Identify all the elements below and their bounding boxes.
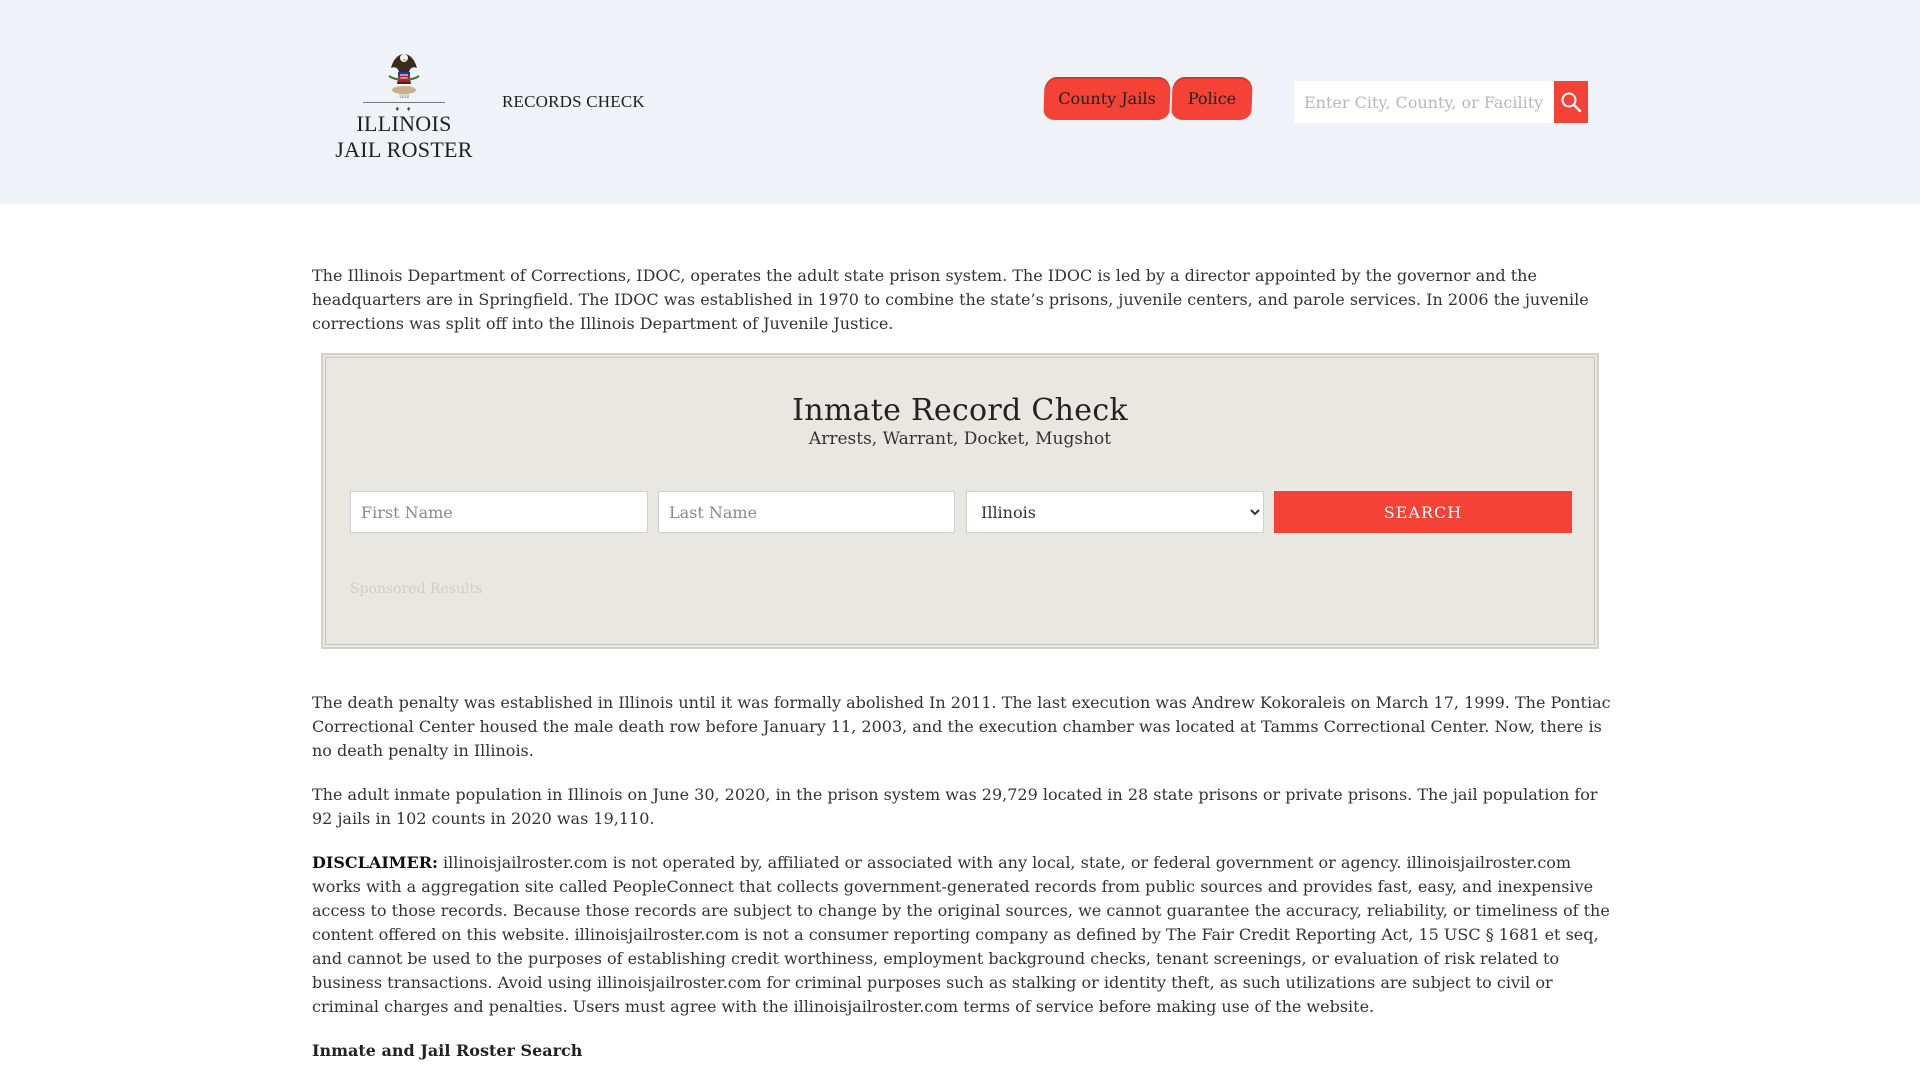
- logo-text-line2: JAIL ROSTER: [335, 137, 473, 162]
- logo-divider: ♦ ♦: [363, 102, 445, 109]
- roster-search-heading: Inmate and Jail Roster Search: [312, 1041, 583, 1060]
- last-name-input[interactable]: [658, 491, 955, 533]
- search-icon: [1560, 91, 1582, 113]
- state-select[interactable]: [966, 491, 1264, 533]
- svg-text:1818: 1818: [398, 94, 410, 99]
- intro-paragraph: The Illinois Department of Corrections, IDOC, operates the adult state prison system. The IDOC is led by a director appointed by the governor and the headquarters are in Springfield. The IDOC was established in 1970 to combine the state’s prisons, juvenile centers, and parole services. In 2006 the juvenile corrections was split off into the Illinois Department of Juvenile Justice.: [312, 266, 1589, 333]
- logo-text-line1: ILLINOIS: [356, 111, 452, 136]
- site-header: [0, 0, 1920, 204]
- record-check-subtitle: Arrests, Warrant, Docket, Mugshot: [808, 429, 1112, 449]
- nav-records-check-link[interactable]: RECORDS CHECK: [502, 92, 645, 111]
- facility-search-input[interactable]: [1294, 81, 1554, 123]
- disclaimer-label: DISCLAIMER:: [312, 853, 438, 872]
- record-check-title: Inmate Record Check: [792, 393, 1128, 428]
- disclaimer-paragraph: [312, 851, 1612, 1019]
- site-logo[interactable]: [334, 46, 474, 166]
- facility-search-button[interactable]: [1554, 81, 1588, 123]
- illinois-seal-icon: [381, 46, 427, 100]
- sponsored-results-label: Sponsored Results: [350, 581, 483, 597]
- record-search-button[interactable]: SEARCH: [1274, 491, 1572, 533]
- inmate-record-check-panel: [321, 353, 1599, 649]
- disclaimer-text: illinoisjailroster.com is not operated by, affiliated or associated with any local, state, or federal government or agency. illinoisjailroster.com works with a aggregation site called PeopleConnect that collects government-generated records from public sources and provides fast, easy, and inexpensive access to those records. Because those records are subject to change by the original sources, we cannot guarantee the accuracy, reliability, or timeliness of the content offered on this website. illinoisjailroster.com is not a consumer reporting company as defined by The Fair Credit Reporting Act, 15 USC § 1681 et seq, and cannot be used to the purposes of establishing credit worthiness, employment background checks, tenant screenings, or evaluation of risk related to business transactions. Avoid using illinoisjailroster.com for criminal purposes such as stalking or identity theft, as such utilizations are subject to civil or criminal charges and penalties. Users must agree with the illinoisjailroster.com terms of service before making use of the website.: [312, 853, 1610, 1016]
- death-penalty-paragraph: The death penalty was established in Illinois until it was formally abolished In 2011. The last execution was Andrew Kokoraleis on March 17, 1999. The Pontiac Correctional Center housed the male death row before January 11, 2003, and the execution chamber was located at Tamms Correctional Center. Now, there is no death penalty in Illinois.: [312, 693, 1611, 760]
- tab-police[interactable]: Police: [1171, 77, 1253, 120]
- population-paragraph: The adult inmate population in Illinois on June 30, 2020, in the prison system was 29,729 located in 28 state prisons or private prisons. The jail population for 92 jails in 102 counts in 2020 was 19,110.: [312, 785, 1598, 828]
- first-name-input[interactable]: [350, 491, 648, 533]
- tab-county-jails[interactable]: County Jails: [1043, 77, 1171, 120]
